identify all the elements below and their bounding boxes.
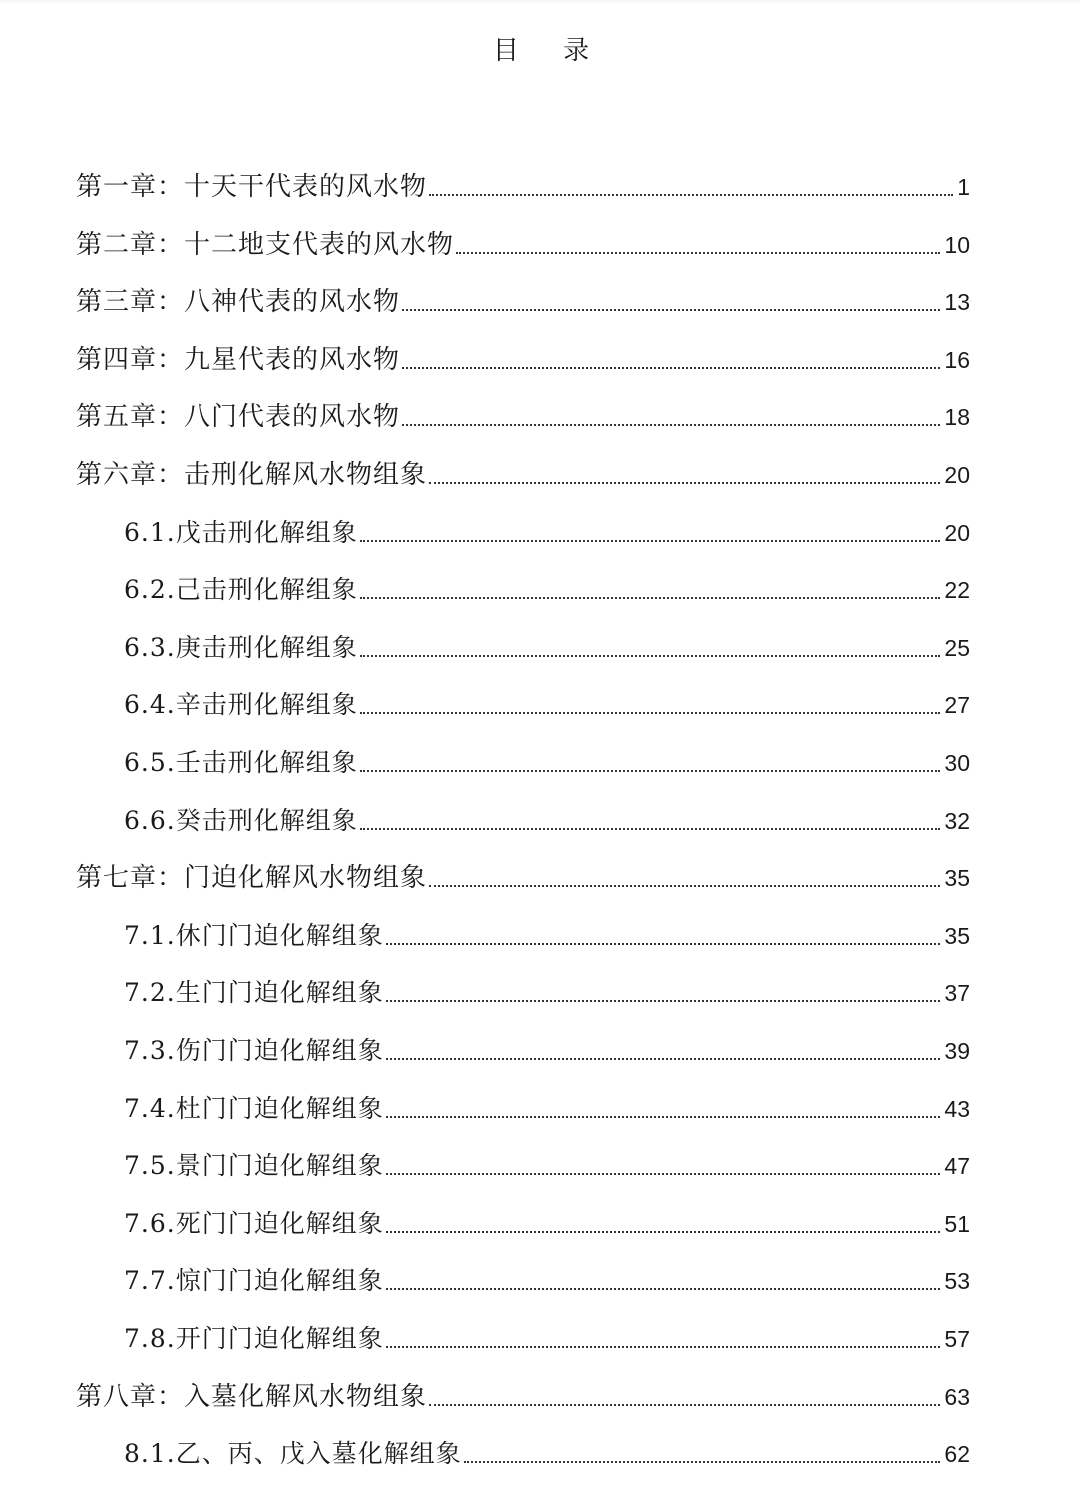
dot-leader xyxy=(402,423,940,426)
toc-entry-label: 第四章：九星代表的风水物 xyxy=(76,344,401,375)
toc-entry-page-number: 35 xyxy=(944,865,970,892)
toc-entry-page-number: 13 xyxy=(944,289,970,316)
toc-subsection-entry[interactable] xyxy=(124,498,970,548)
toc-subsection-entry[interactable] xyxy=(124,1189,970,1239)
toc-subsection-entry[interactable] xyxy=(124,901,970,951)
toc-entry-page-number: 39 xyxy=(944,1038,970,1064)
toc-entry-label: 第一章：十天干代表的风水物 xyxy=(76,172,428,202)
toc-chapter-entry[interactable] xyxy=(76,267,970,317)
dot-leader xyxy=(360,539,941,542)
dot-leader xyxy=(456,251,940,254)
toc-subsection-entry[interactable] xyxy=(124,786,970,836)
toc-entry-page-number: 32 xyxy=(944,807,970,834)
dot-leader xyxy=(464,1460,941,1463)
dot-leader xyxy=(386,1230,941,1233)
toc-entry-page-number: 35 xyxy=(944,922,970,949)
dot-leader xyxy=(402,308,940,311)
toc-subsection-entry[interactable] xyxy=(124,728,970,778)
toc-entry-label: 7.4.杜门门迫化解组象 xyxy=(124,1093,384,1123)
dot-leader xyxy=(360,596,941,599)
toc-entry-label: 6.3.庚击刑化解组象 xyxy=(124,632,358,662)
dot-leader xyxy=(429,884,940,887)
toc-chapter-entry[interactable] xyxy=(76,152,970,202)
toc-chapter-entry[interactable] xyxy=(76,210,970,260)
toc-entry-label: 第二章：十二地支代表的风水物 xyxy=(76,229,455,260)
dot-leader xyxy=(429,193,953,196)
toc-entry-label: 第八章：入墓化解风水物组象 xyxy=(76,1381,428,1412)
toc-entry-page-number: 20 xyxy=(944,462,970,488)
toc-entry-label: 第五章：八门代表的风水物 xyxy=(76,402,401,433)
dot-leader xyxy=(386,1172,941,1175)
toc-subsection-entry[interactable] xyxy=(124,1016,970,1066)
dot-leader xyxy=(360,654,941,657)
toc-entry-page-number: 37 xyxy=(944,980,970,1007)
dot-leader xyxy=(360,827,941,830)
dot-leader xyxy=(386,1115,941,1118)
toc-entry-label: 7.6.死门门迫化解组象 xyxy=(124,1208,384,1238)
dot-leader xyxy=(386,1345,941,1348)
dot-leader xyxy=(386,999,941,1002)
toc-entry-page-number: 27 xyxy=(944,692,970,719)
dot-leader xyxy=(386,1057,941,1060)
toc-subsection-entry[interactable] xyxy=(124,1246,970,1296)
dot-leader xyxy=(429,1403,940,1406)
toc-entry-label: 7.5.景门门迫化解组象 xyxy=(124,1151,384,1181)
toc-chapter-entry[interactable] xyxy=(76,1362,970,1412)
toc-entry-label: 6.4.辛击刑化解组象 xyxy=(124,690,358,720)
dot-leader xyxy=(386,1287,941,1290)
toc-entry-label: 7.3.伤门门迫化解组象 xyxy=(124,1036,384,1065)
toc-entry-label: 7.1.休门门迫化解组象 xyxy=(124,920,384,950)
toc-entry-page-number: 16 xyxy=(944,346,970,373)
dot-leader xyxy=(360,711,941,714)
toc-entry-page-number: 30 xyxy=(944,750,970,776)
toc-entry-page-number: 1 xyxy=(957,174,970,200)
toc-entry-page-number: 22 xyxy=(944,577,970,604)
toc-subsection-entry[interactable] xyxy=(124,1419,970,1469)
toc-entry-label: 6.5.壬击刑化解组象 xyxy=(124,748,358,777)
toc-entry-label: 第六章：击刑化解风水物组象 xyxy=(76,460,428,490)
toc-chapter-entry[interactable] xyxy=(76,440,970,490)
toc-entry-label: 6.1.戊击刑化解组象 xyxy=(124,517,358,547)
toc-subsection-entry[interactable] xyxy=(124,1074,970,1124)
toc-entry-label: 6.6.癸击刑化解组象 xyxy=(124,805,358,835)
toc-subsection-entry[interactable] xyxy=(124,1131,970,1181)
toc-entry-label: 7.7.惊门门迫化解组象 xyxy=(124,1266,384,1296)
toc-subsection-entry[interactable] xyxy=(124,670,970,720)
toc-entry-page-number: 20 xyxy=(944,519,970,546)
toc-subsection-entry[interactable] xyxy=(124,555,970,605)
toc-subsection-entry[interactable] xyxy=(124,958,970,1008)
dot-leader xyxy=(360,769,941,772)
toc-entry-label: 6.2.己击刑化解组象 xyxy=(124,575,358,605)
toc-entry-label: 第七章：门迫化解风水物组象 xyxy=(76,863,428,894)
toc-entry-page-number: 43 xyxy=(944,1095,970,1122)
toc-entry-page-number: 25 xyxy=(944,634,970,661)
toc-subsection-entry[interactable] xyxy=(124,1304,970,1354)
dot-leader xyxy=(429,481,940,484)
toc-entry-page-number: 53 xyxy=(944,1268,970,1295)
toc-chapter-entry[interactable] xyxy=(76,843,970,893)
toc-chapter-entry[interactable] xyxy=(76,325,970,375)
toc-entry-page-number: 62 xyxy=(944,1441,970,1468)
toc-entry-label: 7.2.生门门迫化解组象 xyxy=(124,978,384,1008)
toc-entry-page-number: 51 xyxy=(944,1210,970,1237)
toc-entry-page-number: 47 xyxy=(944,1153,970,1180)
toc-entry-page-number: 10 xyxy=(944,231,970,258)
toc-subsection-entry[interactable] xyxy=(124,613,970,663)
toc-entry-page-number: 57 xyxy=(944,1326,970,1352)
page-title: 目 录 xyxy=(492,36,608,66)
toc-entry-page-number: 18 xyxy=(944,404,970,431)
dot-leader xyxy=(402,366,940,369)
dot-leader xyxy=(386,942,941,945)
toc-entry-page-number: 63 xyxy=(944,1383,970,1410)
toc-entry-label: 第三章：八神代表的风水物 xyxy=(76,287,401,318)
toc-chapter-entry[interactable] xyxy=(76,382,970,432)
toc-entry-label: 8.1.乙、丙、戊入墓化解组象 xyxy=(124,1439,462,1469)
toc-entry-label: 7.8.开门门迫化解组象 xyxy=(124,1324,384,1353)
